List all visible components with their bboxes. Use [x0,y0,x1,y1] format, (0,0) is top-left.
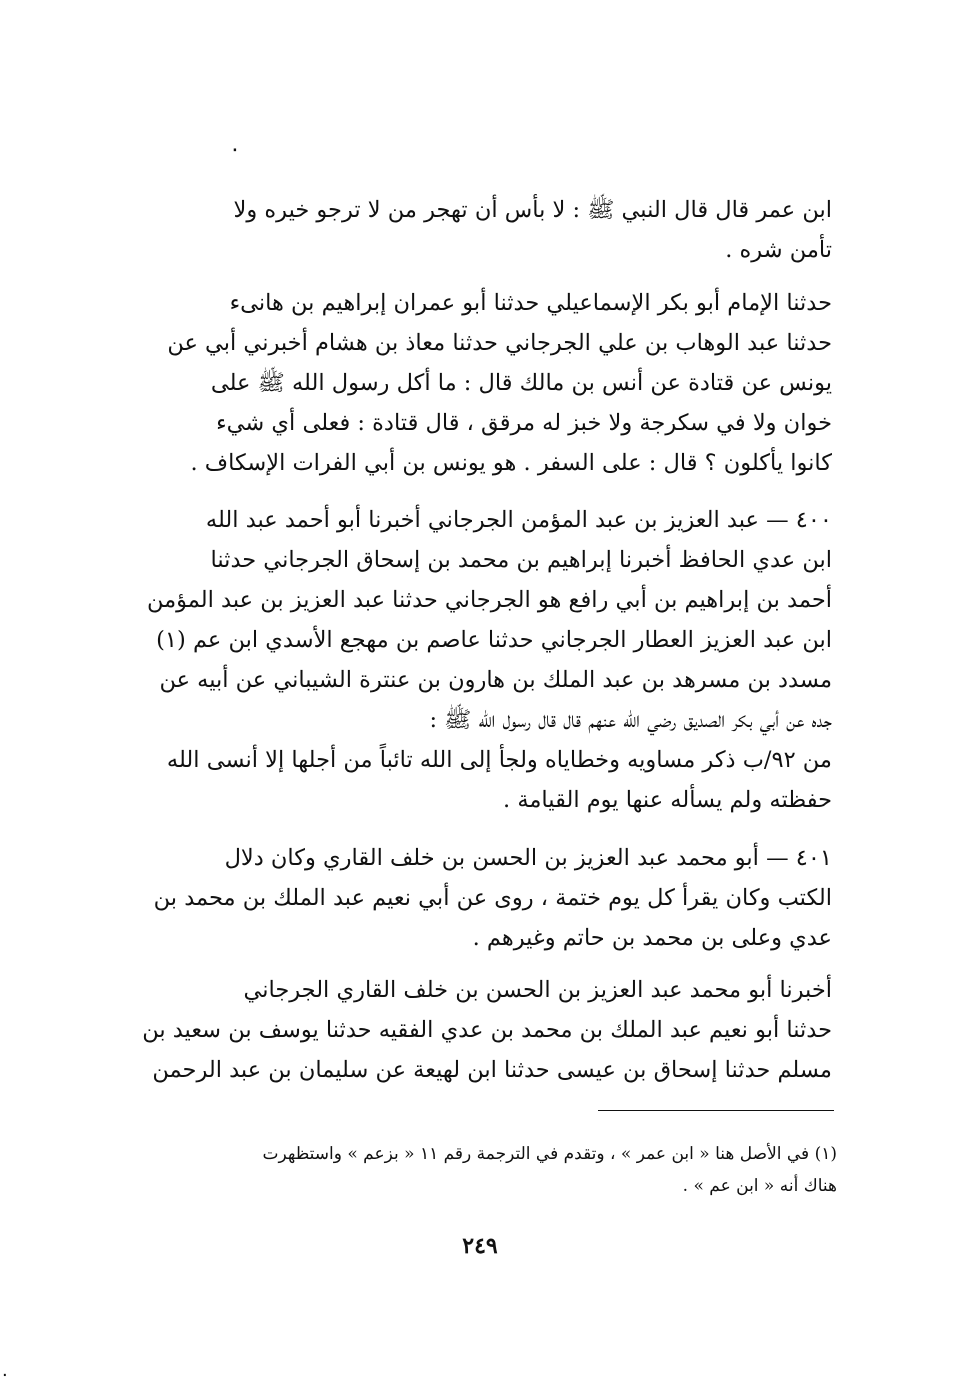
text-line: مسلم حدثنا إسحاق بن عيسى حدثنا ابن لهيعة عن سليمان بن عبد الرحمن [152,1057,832,1083]
footnote-divider [598,1110,834,1111]
entry-400 [146,500,832,820]
text-line: مسدد بن مسرهد بن عبد الملك بن هارون بن عنترة الشيباني عن أبيه عن [159,667,832,693]
text-line: حدثنا الإمام أبو بكر الإسماعيلي حدثنا أبو عمران إبراهيم بن هانىء [229,290,832,316]
footnote [186,1138,837,1202]
paragraph-1 [186,190,832,270]
text-line: ابن عدي الحافظ أخبرنا إبراهيم بن محمد بن إسحاق الجرجاني حدثنا [210,547,832,573]
text-line: يونس عن قتادة عن أنس بن مالك قال : ما أكل رسول الله ﷺ على [210,370,832,396]
text-line: حفظته ولم يسأله عنها يوم القيامة . [503,787,832,813]
text-line: ٤٠٠ — عبد العزيز بن عبد المؤمن الجرجاني أخبرنا أبو أحمد عبد الله [205,507,832,533]
text-line: أحمد بن إبراهيم بن أبي رافع هو الجرجاني حدثنا عبد العزيز بن عبد المؤمن [146,587,832,613]
text-line: الكتب وكان يقرأ كل يوم ختمة ، روى عن أبي نعيم عبد الملك بن محمد بن [153,885,832,911]
corner-mark: ٠ [0,1364,10,1385]
text-line: ٤٠١ — أبو محمد عبد العزيز بن الحسن بن خلف القاري وكان دلال [224,845,832,871]
footnote-line: هناك أنه « ابن عم » . [682,1176,837,1196]
entry-401 [153,838,832,958]
text-line: خوان ولا في سكرجة ولا خبز له مرقق ، قال قتادة : فعلى أي شيء [216,410,832,436]
footnote-line: (١) في الأصل هنا « ابن عمر » ، وتقدم في الترجمة رقم ١١ « بزعم » واستظهرت [262,1144,837,1164]
page-number: ٢٤٩ [462,1233,498,1259]
text-line: حدثنا عبد الوهاب بن علي الجرجاني حدثنا معاذ بن هشام أخبرني أبي عن [167,330,832,356]
text-line: عدي وعلى بن محمد بن حاتم وغيرهم . [472,925,832,951]
text-line: كانوا يأكلون ؟ قال : على السفر . هو يونس بن أبي الفرات الإسكاف . [190,450,832,476]
text-line: من ٩٢/ب ذكر مساويه وخطاياه ولجأ إلى الله تائباً من أجلها إلا أنسى الله [166,747,832,773]
text-line: ابن عمر قال قال النبي ﷺ : لا بأس أن تهجر من لا ترجو خيره ولا [233,197,832,223]
text-line: أخبرنا أبو محمد عبد العزيز بن الحسن بن خلف القاري الجرجاني [243,977,832,1003]
paragraph-5 [142,970,832,1090]
top-mark: ٠ [229,137,241,162]
text-line: جده عن أبي بكر الصديق رضي الله عنهم قال قال رسول الله ﷺ : [429,707,832,733]
text-line: ابن عبد العزيز العطار الجرجاني حدثنا عاصم بن مهجع الأسدي ابن عم (١) [156,627,832,653]
text-line: حدثنا أبو نعيم عبد الملك بن محمد بن عدي الفقيه حدثنا يوسف بن سعيد بن [142,1017,832,1043]
paragraph-2 [167,283,832,483]
text-line: تأمن شره . [725,237,832,263]
